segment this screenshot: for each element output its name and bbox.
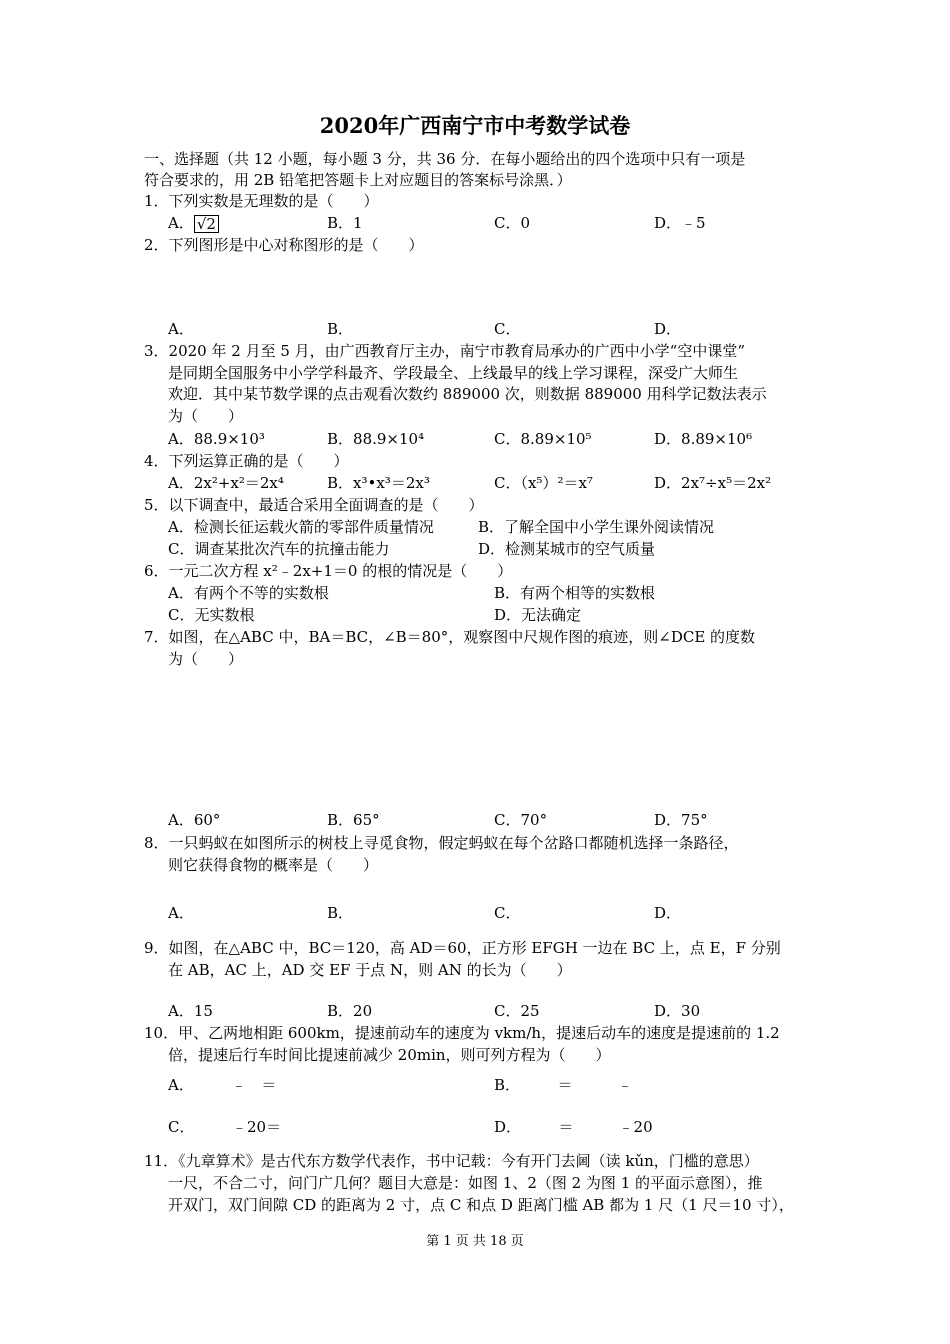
question-9-line2: 在 AB，AC 上，AD 交 EF 于点 N，则 AN 的长为（ ） [168, 961, 572, 979]
section-instructions-line1: 一、选择题（共 12 小题，每小题 3 分，共 36 分．在每小题给出的四个选项中只有一项是 [144, 150, 746, 168]
question-11-line1: 11．《九章算术》是古代东方数学代表作，书中记载：今有开门去阃（读 kǔn，门槛的意思） [144, 1152, 759, 1170]
page-title: 2020年广西南宁市中考数学试卷 [319, 113, 631, 138]
question-11-line3: 开双门，双门间隙 CD 的距离为 2 寸，点 C 和点 D 距离门槛 AB 都为 1 尺（1 尺＝10 寸）， [168, 1196, 794, 1214]
question-9-line1: 9．如图，在△ABC 中，BC＝120，高 AD＝60，正方形 EFGH 一边在 BC 上，点 E，F 分别 [144, 939, 781, 957]
question-8-option-a: A． [168, 904, 194, 922]
question-4-option-a: A．2x²+x²＝2x⁴ [168, 474, 284, 492]
question-10-option-c: C． ﹣20＝ [168, 1118, 282, 1136]
question-6-option-d: D．无法确定 [494, 606, 582, 624]
question-9-option-c: C．25 [494, 1002, 540, 1020]
question-6-option-b: B．有两个相等的实数根 [494, 584, 656, 602]
question-3-line3: 欢迎．其中某节数学课的点击观看次数约 889000 次，则数据 889000 用科学记数法表示 [168, 385, 767, 403]
question-8-line2: 则它获得食物的概率是（ ） [168, 856, 379, 874]
question-10-option-b: B． ＝ ﹣ [494, 1076, 633, 1094]
question-5-stem: 5．以下调查中，最适合采用全面调查的是（ ） [144, 496, 484, 514]
question-8-option-c: C． [494, 904, 521, 922]
question-5-option-b: B．了解全国中小学生课外阅读情况 [478, 518, 715, 536]
question-4-option-c: C．（x⁵）²＝x⁷ [494, 474, 593, 492]
question-4-option-d: D．2x⁷÷x⁵＝2x² [654, 474, 772, 492]
question-9-option-b: B．20 [327, 1002, 373, 1020]
question-6-option-c: C．无实数根 [168, 606, 255, 624]
question-2-option-d: D． [654, 320, 682, 338]
question-5-option-d: D．检测某城市的空气质量 [478, 540, 656, 558]
question-7-option-d: D．75° [654, 811, 708, 829]
question-2-option-b: B． [327, 320, 354, 338]
question-7-option-c: C．70° [494, 811, 548, 829]
question-8-option-b: B． [327, 904, 354, 922]
question-6-option-a: A．有两个不等的实数根 [168, 584, 329, 602]
question-1-option-a [168, 213, 219, 233]
question-9-option-a: A．15 [168, 1002, 213, 1020]
question-3-option-b: B．88.9×10⁴ [327, 430, 425, 448]
section-instructions-line2: 符合要求的，用 2B 铅笔把答题卡上对应题目的答案标号涂黑．） [144, 171, 572, 189]
question-3-line1: 3．2020 年 2 月至 5 月，由广西教育厅主办，南宁市教育局承办的广西中小学“空中课堂” [144, 342, 745, 360]
question-7-line1: 7．如图，在△ABC 中，BA＝BC，∠B＝80°，观察图中尺规作图的痕迹，则∠DCE 的度数 [144, 628, 756, 646]
question-2-option-c: C． [494, 320, 521, 338]
question-5-option-c: C．调查某批次汽车的抗撞击能力 [168, 540, 390, 558]
question-3-option-d: D．8.89×10⁶ [654, 430, 753, 448]
question-4-stem: 4．下列运算正确的是（ ） [144, 452, 349, 470]
question-1-option-c: C．0 [494, 214, 531, 232]
page-footer: 第 1 页 共 18 页 [426, 1234, 524, 1249]
question-2-option-a: A． [168, 320, 194, 338]
question-9-option-d: D．30 [654, 1002, 701, 1020]
question-3-option-c: C．8.89×10⁵ [494, 430, 592, 448]
question-1-stem: 1．下列实数是无理数的是（ ） [144, 192, 379, 210]
question-10-option-a: A． ﹣ ＝ [168, 1076, 277, 1094]
question-8-option-d: D． [654, 904, 682, 922]
question-3-line4: 为（ ） [168, 407, 244, 425]
question-1-option-d: D．﹣5 [654, 214, 706, 232]
question-10-option-d: D． ＝ ﹣20 [494, 1118, 653, 1136]
option-label: A． [168, 214, 194, 232]
question-11-line2: 一尺，不合二寸，问门广几何？题目大意是：如图 1、2（图 2 为图 1 的平面示意图），推 [168, 1174, 763, 1192]
question-2-stem: 2．下列图形是中心对称图形的是（ ） [144, 236, 424, 254]
question-5-option-a: A．检测长征运载火箭的零部件质量情况 [168, 518, 434, 536]
question-6-stem: 6．一元二次方程 x²﹣2x+1＝0 的根的情况是（ ） [144, 562, 513, 580]
question-3-line2: 是同期全国服务中小学学科最齐、学段最全、上线最早的线上学习课程，深受广大师生 [168, 364, 739, 382]
question-10-line2: 倍，提速后行车时间比提速前减少 20min，则可列方程为（ ） [168, 1046, 611, 1064]
sqrt2-expression: √2 [194, 215, 219, 233]
question-10-line1: 10．甲、乙两地相距 600km，提速前动车的速度为 vkm/h，提速后动车的速度是提速前的 1.2 [144, 1024, 780, 1042]
question-7-line2: 为（ ） [168, 650, 244, 668]
question-4-option-b: B．x³•x³＝2x³ [327, 474, 430, 492]
question-1-option-b: B．1 [327, 214, 363, 232]
question-7-option-a: A．60° [168, 811, 221, 829]
question-7-option-b: B．65° [327, 811, 380, 829]
question-8-line1: 8．一只蚂蚁在如图所示的树枝上寻觅食物，假定蚂蚁在每个岔路口都随机选择一条路径， [144, 834, 739, 852]
question-3-option-a: A．88.9×10³ [168, 430, 265, 448]
